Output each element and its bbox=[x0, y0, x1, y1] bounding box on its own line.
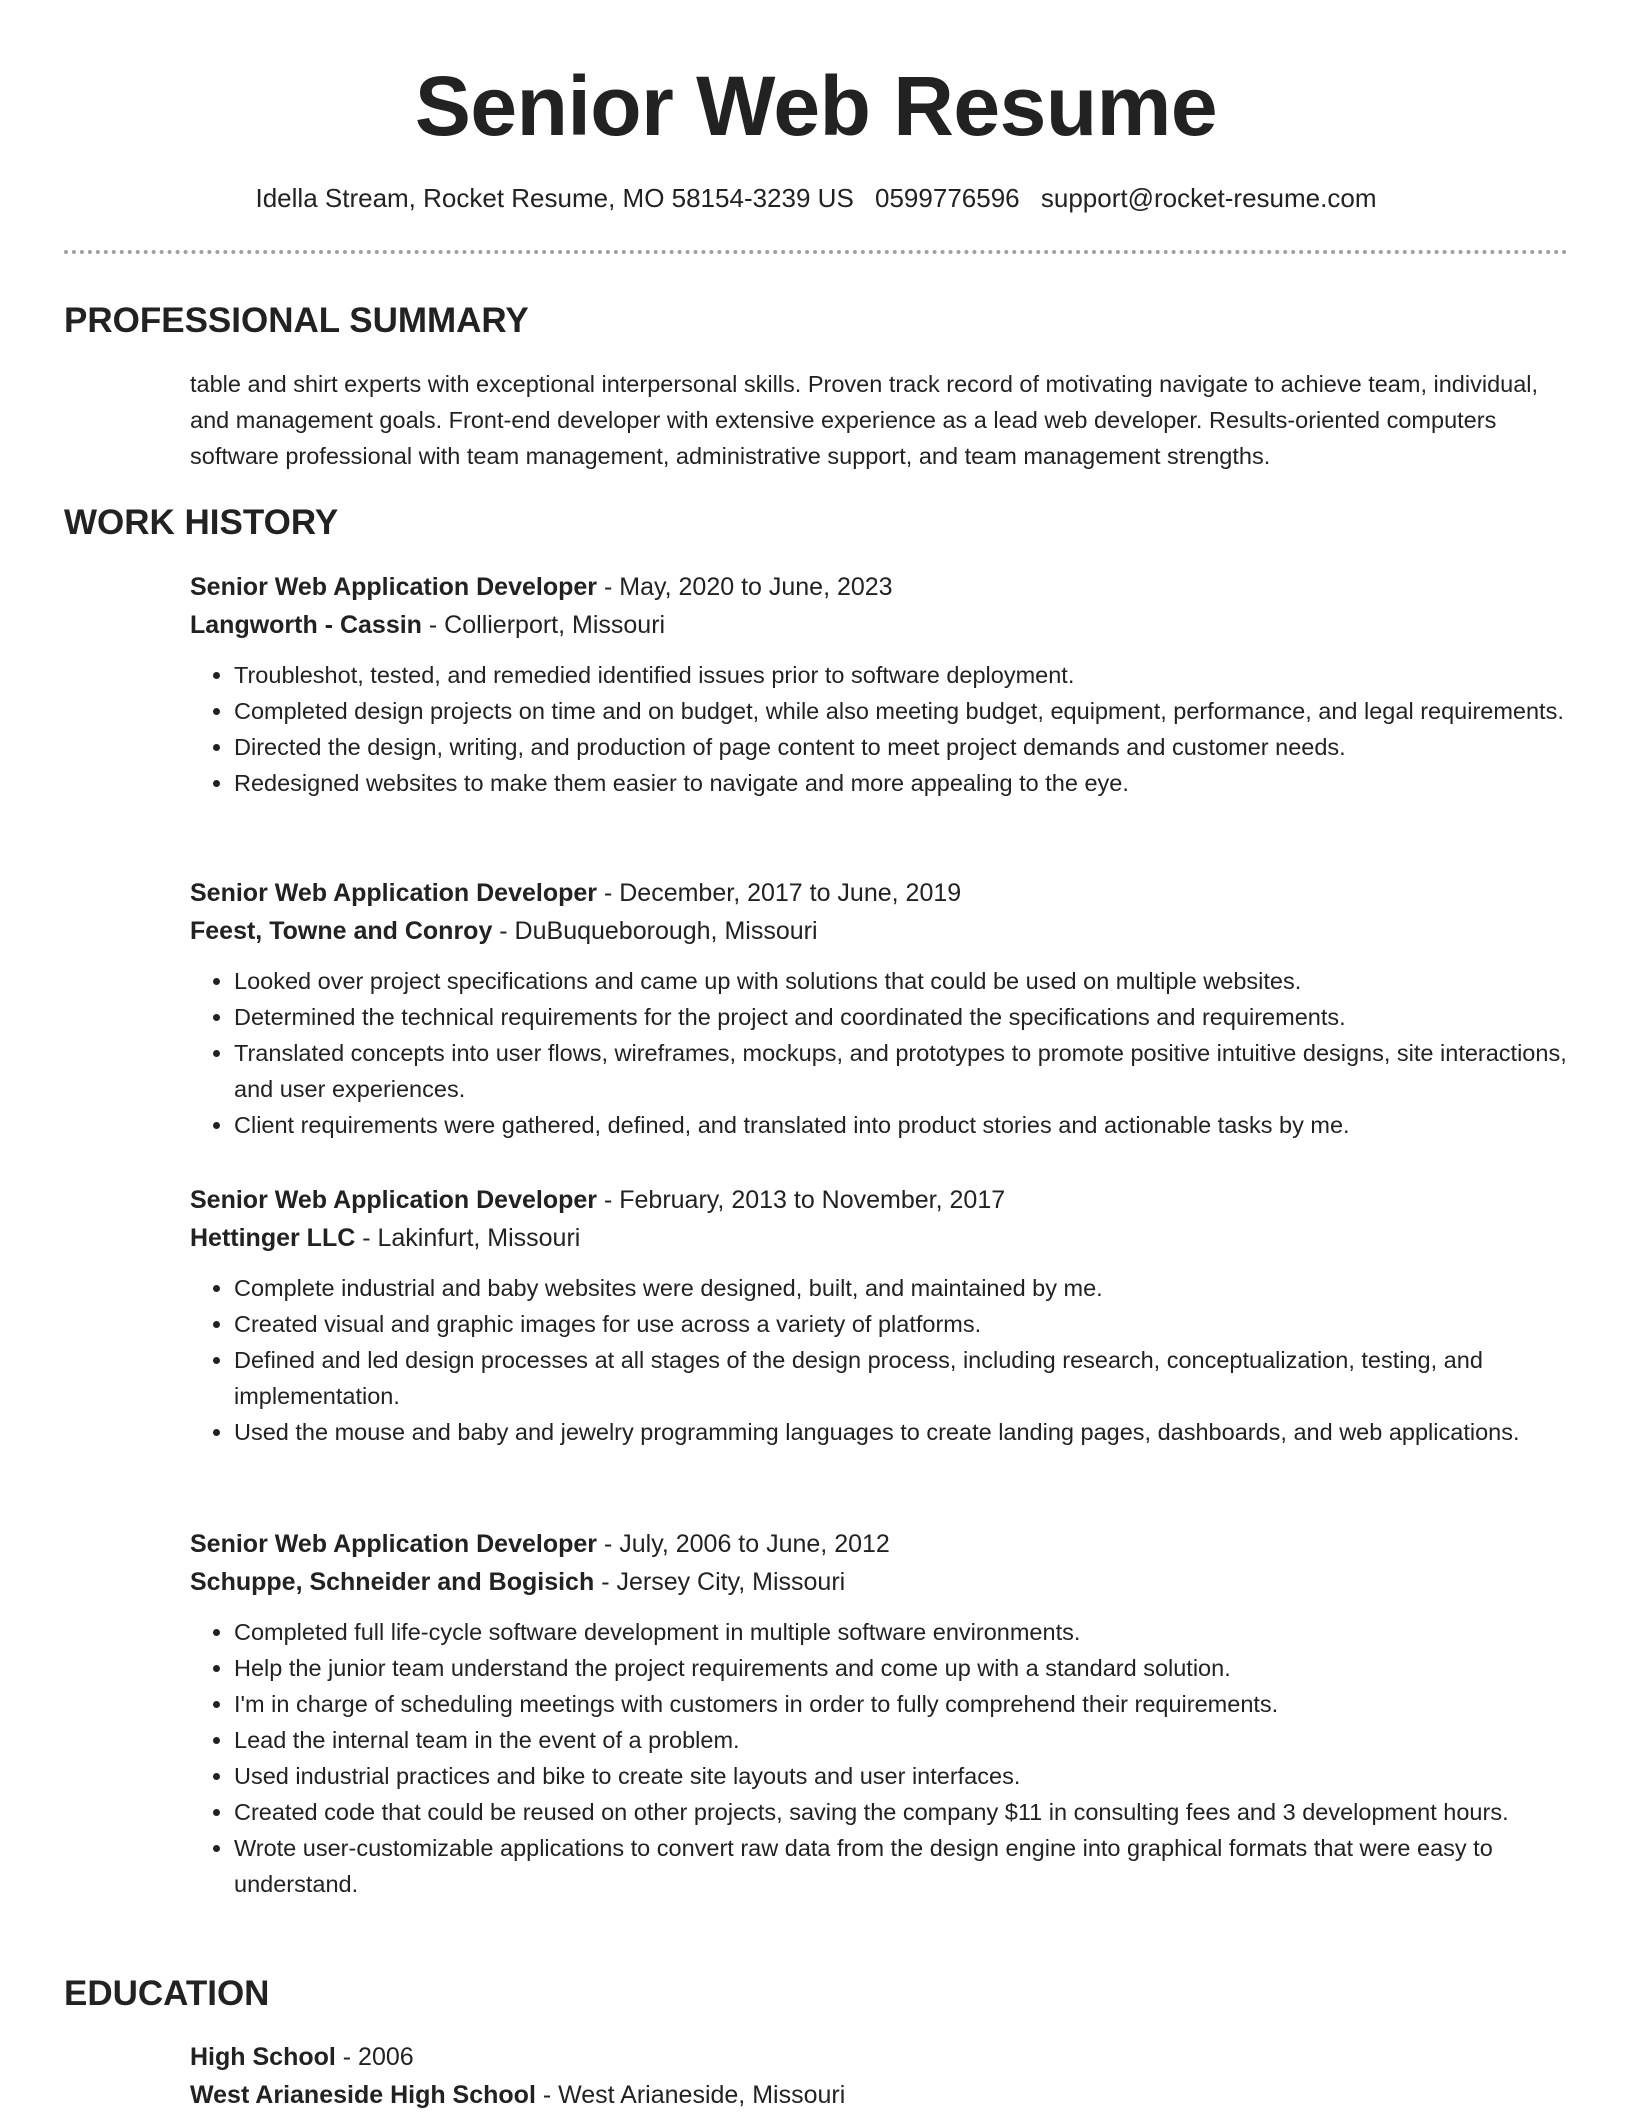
summary-heading: PROFESSIONAL SUMMARY bbox=[64, 301, 529, 340]
job-title: Senior Web Application Developer bbox=[190, 1530, 598, 1558]
job-title-line bbox=[190, 1525, 1570, 1563]
job-title: Senior Web Application Developer bbox=[190, 1186, 598, 1214]
job-entry bbox=[190, 568, 1570, 801]
job-company: Hettinger LLC bbox=[190, 1224, 356, 1252]
job-entry bbox=[190, 1181, 1570, 1450]
job-title-line bbox=[190, 568, 1570, 606]
job-bullet: • Looked over project specifications and came up with solutions that could be used on multiple websites. bbox=[234, 963, 1570, 999]
job-company-line bbox=[190, 606, 1570, 644]
job-bullets bbox=[190, 1270, 1570, 1450]
job-dates: - December, 2017 to June, 2019 bbox=[597, 879, 962, 907]
job-location: - Lakinfurt, Missouri bbox=[355, 1224, 581, 1252]
job-title: Senior Web Application Developer bbox=[190, 573, 598, 601]
job-company-line bbox=[190, 1563, 1570, 1601]
job-dates: - July, 2006 to June, 2012 bbox=[597, 1530, 890, 1558]
job-bullet: • Used industrial practices and bike to create site layouts and user interfaces. bbox=[234, 1758, 1570, 1794]
job-bullet: • Wrote user-customizable applications to convert raw data from the design engine into graphical formats that were easy to understand. bbox=[234, 1830, 1570, 1902]
job-bullet: • Client requirements were gathered, defined, and translated into product stories and actionable tasks by me. bbox=[234, 1107, 1570, 1143]
job-company: Schuppe, Schneider and Bogisich bbox=[190, 1568, 595, 1596]
contact-address: Idella Stream, Rocket Resume, MO 58154-3239 US bbox=[255, 183, 854, 213]
job-bullets bbox=[190, 1614, 1570, 1902]
education-entry bbox=[190, 2038, 1570, 2114]
summary-text: table and shirt experts with exceptional interpersonal skills. Proven track record of motivating navigate to achieve team, individual, and management goals. Front-end developer with extensive experience as a lead web developer. Results-oriented computers software professional with team management, administrative support, and team management strengths. bbox=[190, 371, 1539, 469]
job-company: Feest, Towne and Conroy bbox=[190, 917, 493, 945]
job-title-line bbox=[190, 1181, 1570, 1219]
job-location: - Collierport, Missouri bbox=[421, 611, 666, 639]
job-bullet: • Help the junior team understand the project requirements and come up with a standard solution. bbox=[234, 1650, 1570, 1686]
job-bullet: • Directed the design, writing, and production of page content to meet project demands and customer needs. bbox=[234, 729, 1570, 765]
education-school: West Arianeside High School bbox=[190, 2081, 536, 2109]
contact-email[interactable]: support@rocket-resume.com bbox=[1040, 183, 1377, 213]
education-year: - 2006 bbox=[335, 2043, 414, 2071]
job-title-line bbox=[190, 874, 1570, 912]
job-bullet: • Used the mouse and baby and jewelry programming languages to create landing pages, dashboards, and web applications. bbox=[234, 1414, 1570, 1450]
job-location: - DuBuqueborough, Missouri bbox=[492, 917, 818, 945]
contact-phone: 0599776596 bbox=[875, 183, 1020, 213]
job-bullet: • Troubleshot, tested, and remedied identified issues prior to software deployment. bbox=[234, 657, 1570, 693]
job-bullet: • Determined the technical requirements for the project and coordinated the specifications and requirements. bbox=[234, 999, 1570, 1035]
header-divider bbox=[64, 250, 1568, 254]
job-bullet: • Redesigned websites to make them easier to navigate and more appealing to the eye. bbox=[234, 765, 1570, 801]
job-location: - Jersey City, Missouri bbox=[594, 1568, 846, 1596]
education-location: - West Arianeside, Missouri bbox=[535, 2081, 846, 2109]
work-history-heading: WORK HISTORY bbox=[64, 503, 339, 542]
education-degree-line bbox=[190, 2038, 1570, 2076]
job-dates: - May, 2020 to June, 2023 bbox=[597, 573, 893, 601]
job-bullet: • Created visual and graphic images for use across a variety of platforms. bbox=[234, 1306, 1570, 1342]
education-school-line bbox=[190, 2076, 1570, 2114]
job-company-line bbox=[190, 1219, 1570, 1257]
education-degree: High School bbox=[190, 2043, 336, 2071]
job-bullet: • I'm in charge of scheduling meetings with customers in order to fully comprehend their requirements. bbox=[234, 1686, 1570, 1722]
contact-line bbox=[0, 180, 1632, 216]
job-bullet: • Lead the internal team in the event of a problem. bbox=[234, 1722, 1570, 1758]
job-bullet: • Complete industrial and baby websites were designed, built, and maintained by me. bbox=[234, 1270, 1570, 1306]
education-heading: EDUCATION bbox=[64, 1974, 270, 2013]
job-title: Senior Web Application Developer bbox=[190, 879, 598, 907]
job-entry bbox=[190, 1525, 1570, 1902]
job-bullets bbox=[190, 963, 1570, 1143]
job-entry bbox=[190, 874, 1570, 1143]
job-company: Langworth - Cassin bbox=[190, 611, 422, 639]
job-company-line bbox=[190, 912, 1570, 950]
job-bullet: • Defined and led design processes at all stages of the design process, including research, conceptualization, testing, and implementation. bbox=[234, 1342, 1570, 1414]
resume-title: Senior Web Resume bbox=[414, 59, 1218, 153]
job-bullet: • Completed design projects on time and on budget, while also meeting budget, equipment, performance, and legal requirements. bbox=[234, 693, 1570, 729]
job-dates: - February, 2013 to November, 2017 bbox=[597, 1186, 1006, 1214]
job-bullet: • Completed full life-cycle software development in multiple software environments. bbox=[234, 1614, 1570, 1650]
job-bullets bbox=[190, 657, 1570, 801]
job-bullet: • Created code that could be reused on other projects, saving the company $11 in consulting fees and 3 development hours. bbox=[234, 1794, 1570, 1830]
job-bullet: • Translated concepts into user flows, wireframes, mockups, and prototypes to promote positive intuitive designs, site interactions, and user experiences. bbox=[234, 1035, 1570, 1107]
